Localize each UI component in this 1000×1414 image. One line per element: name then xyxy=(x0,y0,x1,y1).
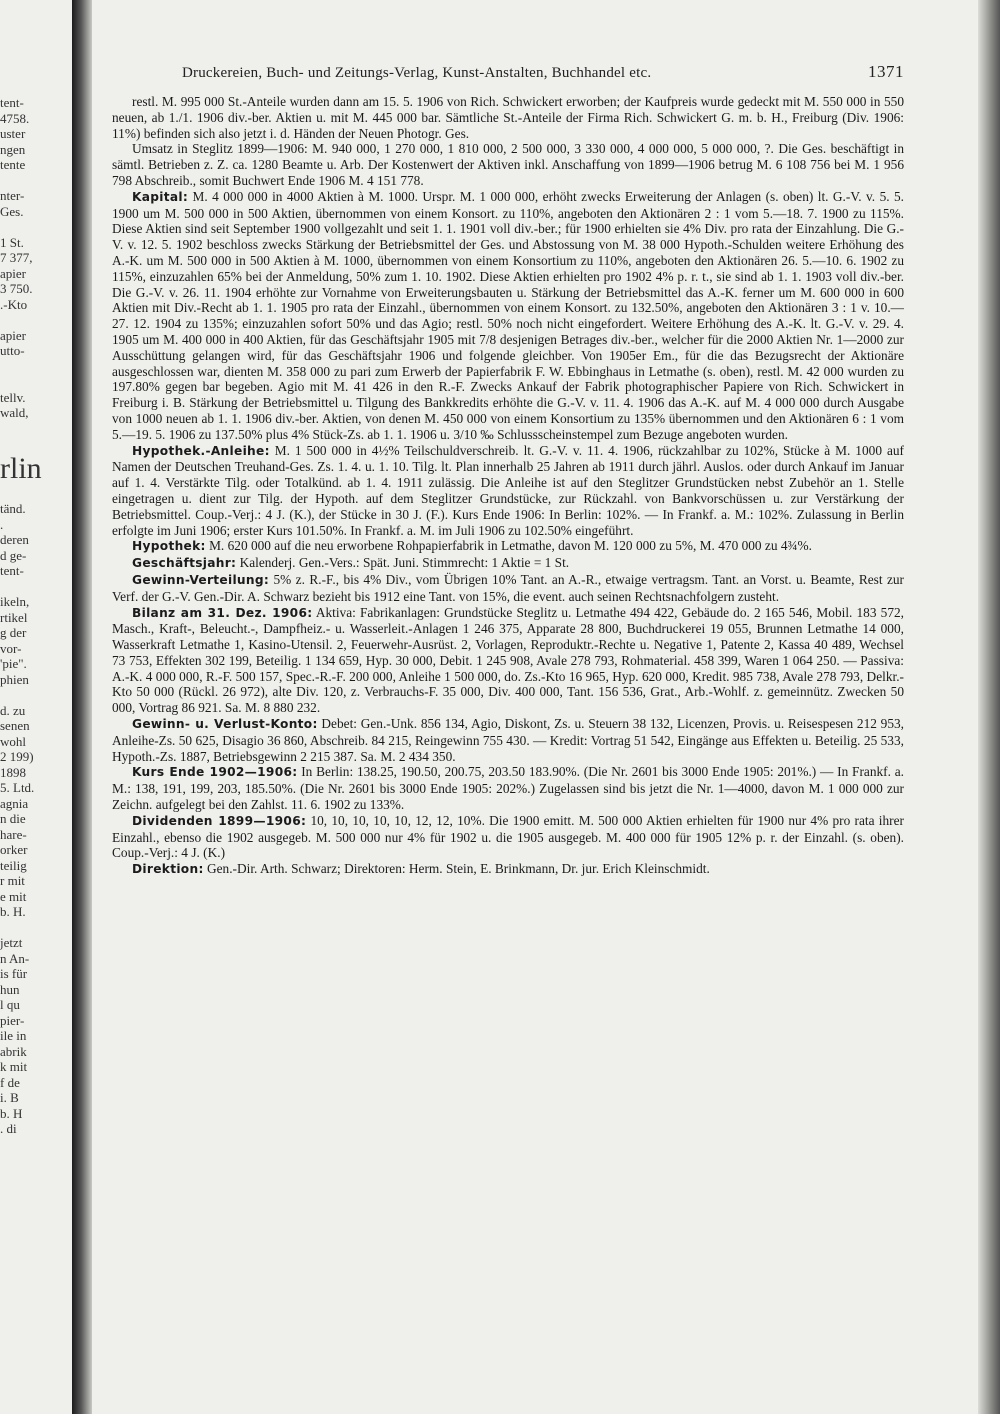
paragraph-text: In Berlin: 138.25, 190.50, 200.75, 203.50 183.90%. (Die Nr. 2601 bis 3000 Ende 1905: 201%.) — In Frankf. a. M.: 138, 191, 199, 203, 185.50%. (Die Nr. 2601 bis 3000 Ende 1905: 202%.) Zugelassen sind bis jetzt die Nr. 1—4000, davon M. 1 000 000 zur Zeichn. aufgelegt bei den Zahlst. 11. 6. 1902 zu 133%. xyxy=(112,764,904,813)
section-label: Kurs Ende 1902—1906: xyxy=(132,765,298,780)
previous-column-line: senen xyxy=(0,718,30,733)
previous-column-line: ngen xyxy=(0,141,26,157)
previous-column-line: apier xyxy=(0,327,26,343)
section-label: Gewinn-Verteilung: xyxy=(132,572,270,587)
previous-column-line: 'pie". xyxy=(0,656,27,671)
paragraph-text: Aktiva: Fabrikanlagen: Grundstücke Steglitz u. Letmathe 494 422, Gebäude do. 2 165 546, Mobil. 183 572, Masch., Kraft-, Beleucht.-, Dampfheiz.- u. Wasserleit.-Anlagen 1 246 375, Apparate 28 800, Buchdruckerei 19 055, Brunnen Letmathe 14 000, Wasserkraft Letmathe 1, Kasino-Utensil. 2, Feuerwehr-Ausrüst. 2, Vorlagen, Reproduktr.-Rechte u. Negative 1, Patente 2, Kassa 40 489, Wechsel 73 753, Effekten 302 199, Beteilig. 1 134 659, Hyp. 30 000, Debit. 1 245 908, Avale 278 793, Rohmaterial. 458 399, Waren 1 064 250. — Passiva: A.-K. 4 000 000, R.-F. 500 157, Spec.-R.-F. 200 000, Anleihe 1 500 000, do. Zs.-Kto 16 965, Hyp. 620 000, Kredit. 985 738, Avale 278 793, Delkr.-Kto 50 000 (Rückl. 26 972), alte Div. 120, z. Verbrauchs-F. 35 000, Div. 400 000, Tant. 156 536, Grat., Arb.-Wohlf. z. gemeinnütz. Zwecken 50 000, Vortrag 86 921. Sa. M. 8 880 232. xyxy=(112,604,904,716)
previous-column-line: r mit xyxy=(0,873,25,888)
paragraph-text: Umsatz in Steglitz 1899—1906: M. 940 000, 1 270 000, 1 810 000, 2 500 000, 3 330 000, 4 000 000, 5 000 000, ?. Die Ges. beschäftigt in sämtl. Betrieben z. Z. ca. 1280 Beamte u. Arb. Der Kostenwert der Aktiven inkl. Anschaffung von 1899—1906 betrug M. 6 108 756 bei M. 1 956 798 Abschreib., somit Buchwert Ende 1906 M. 4 151 778. xyxy=(112,141,904,188)
paragraph xyxy=(112,861,904,878)
section-label: Hypothek: xyxy=(132,539,206,554)
section-label: Kapital: xyxy=(132,189,189,204)
running-header xyxy=(112,62,904,94)
previous-column-line: rlin xyxy=(0,451,42,485)
paragraph xyxy=(112,813,904,861)
paragraph-text: Kalenderj. Gen.-Vers.: Spät. Juni. Stimmrecht: 1 Aktie = 1 St. xyxy=(239,555,570,571)
previous-column-line: uster xyxy=(0,126,26,141)
previous-column-line: . xyxy=(0,516,4,532)
previous-column-line: 7 377, xyxy=(0,250,33,265)
previous-column-line xyxy=(0,486,70,502)
previous-column-line: tente xyxy=(0,157,26,172)
previous-column-line: rtikel xyxy=(0,609,28,625)
previous-column-line: utto- xyxy=(0,343,25,358)
running-title: Druckereien, Buch- und Zeitungs-Verlag, Kunst-Anstalten, Buchhandel etc. xyxy=(182,65,652,81)
previous-column-line: n die xyxy=(0,811,26,826)
previous-column-line: d. zu xyxy=(0,702,26,718)
section-label: Hypothek.-Anleihe: xyxy=(132,443,270,458)
previous-column-line: nter- xyxy=(0,188,25,203)
previous-column-line: ikeln, xyxy=(0,594,30,609)
page-number: 1371 xyxy=(868,62,904,81)
previous-column-line: Ges. xyxy=(0,203,24,219)
paragraph-text: M. 1 500 000 in 4½% Teilschuldverschreib. lt. G.-V. v. 11. 4. 1906, rückzahlbar zu 102%, Stücke à M. 1000 auf Namen der Deutschen Treuhand-Ges. Zs. 1. 4. u. 1. 10. Tilg. lt. Plan innerhalb 25 Jahren ab 1911 durch jährl. Auslos. oder durch Ankauf im Januar auf 1. 4. Verstärkte Tilg. oder Totalkünd. ab 1. 4. 1911 zulässig. Die Anleihe ist auf den Steglitzer Grundstücken nebst Zubehör an 1. Stelle eingetragen u. dient zur Tilg. der Hypoth. auf dem Steglitzer Grundstücke, zur Rückzahl. von Bankvorschüssen u. zur Verstärkung der Betriebsmittel. Coup.-Verj.: 4 J. (K.), der Stücke in 30 J. (F.). Kurs Ende 1906: In Berlin: 102%. — In Frankf. a. M.: 102%. Zulassung in Berlin erfolgte im Juni 1906; erster Kurs 101.50%. In Frankf. a. M. im Juli 1906 zu 102.50% eingeführt. xyxy=(112,442,904,538)
paragraph-text: 10, 10, 10, 10, 10, 12, 12, 10%. Die 1900 emitt. M. 500 000 Aktien erhielten für 1900 nur 4% pro rata ihrer Einzahl., ebenso die 1902 ausgegeb. M. 500 000 nur 4% für 1902 u. die 1905 ausgegeb. M. 400 000 für 1905 12% p. r. der Einzahl. (s. oben). Coup.-Verj.: 4 J. (K.) xyxy=(112,812,904,861)
book-gutter-shadow xyxy=(72,0,92,1414)
paragraph xyxy=(112,538,904,555)
previous-column-line: 3 750. xyxy=(0,281,33,296)
previous-column-line: n An- xyxy=(0,950,30,966)
previous-column-line: 4758. xyxy=(0,110,30,126)
paragraph xyxy=(112,572,904,605)
section-label: Bilanz am 31. Dez. 1906: xyxy=(132,605,313,620)
previous-column-line: l qu xyxy=(0,997,20,1012)
paragraph xyxy=(112,189,904,443)
paragraph xyxy=(112,141,904,188)
previous-column-line xyxy=(0,579,70,595)
previous-column-line: k mit xyxy=(0,1059,28,1074)
previous-column-line: jetzt xyxy=(0,935,23,950)
section-label: Geschäftsjahr: xyxy=(132,556,237,571)
previous-column-line: 2 199) xyxy=(0,749,34,764)
previous-column-line: agnia xyxy=(0,795,29,811)
previous-column-line xyxy=(0,312,70,328)
paragraph-text: restl. M. 995 000 St.-Anteile wurden dann am 15. 5. 1906 von Rich. Schwickert erworben; der Kaufpreis wurde gedeckt mit M. 550 000 in 550 neuen, ab 1./1. 1906 div.-ber. Aktien u. mit M. 445 000 bar. Sämtliche St.-Anteile der Firma Rich. Schwickert G. m. b. H., Freiburg (Div. 1906: 11%) befinden sich also jetzt i. d. Händen der Neuen Photogr. Ges. xyxy=(112,94,904,141)
section-label: Gewinn- u. Verlust-Konto: xyxy=(132,717,318,732)
previous-column-line xyxy=(0,374,70,390)
paragraph xyxy=(112,555,904,572)
previous-column-line: 1 St. xyxy=(0,234,24,250)
previous-column-line: tellv. xyxy=(0,389,26,405)
previous-column-line: 5. Ltd. xyxy=(0,780,35,795)
paragraph-text: M. 4 000 000 in 4000 Aktien à M. 1000. Urspr. M. 1 000 000, erhöht zwecks Erweiterung der Anlagen (s. oben) lt. G.-V. v. 5. 5. 1900 um M. 500 000 in 500 Aktien, übernommen von einem Konsort. zu 110%, angeboten den Aktionären 2 : 1 vom 5.—18. 7. 1900 zu 115%. Diese Aktien sind seit September 1900 vollgezahlt und seit 1. 1. 1901 voll div.-ber.; für 1900 erhielten sie 4% Div. pro rata der Einzahlung. Die G.-V. v. 12. 5. 1902 beschloss zwecks Stärkung der Betriebsmittel der Ges. und Abstossung von M. 38 000 Hypoth.-Schulden weitere Erhöhung des A.-K. um M. 500 000 in 500 Aktien à M. 1000, übernommen von einem Konsortium zu 110%, angeboten den Aktionären 26. 5.—10. 6. 1902 zu 115%, einzuzahlen 65% bei der Anmeldung, 50% zum 1. 10. 1902. Diese Aktien erhielten pro 1902 4% p. r. t., sie sind ab 1. 1. 1903 voll div.-ber. Die G.-V. v. 26. 11. 1904 erhöhte zur Vornahme von Erweiterungsbauten u. Stärkung der Betriebsmittel das A.-K. ferner um M. 600 000 in 600 Aktien mit Div.-Recht ab 1. 1. 1905 pro rata der Einzahl., übernommen von einem Konsort. zu 132.50%, angeboten den Aktionären 3 : 1 v. 10.—27. 12. 1904 zu 135%; einzuzahlen sofort 50% und das Agio; restl. 50% noch nicht eingefordert. Weitere Erhöhung des A.-K. lt. G.-V. v. 29. 4. 1905 um M. 400 000 in 400 Aktien, für das Geschäftsjahr 1905 mit 7/8 desjenigen Betrages div.-ber., welcher für die 2000 Aktien Nr. 1—2000 zur Ausschüttung gelangen wird, für das Geschäftsjahr 1906 und folgende gleichber. Von 1905er Em., für die das Bezugsrecht der Aktionäre ausgeschlossen war, dienten M. 358 000 zu pari zum Erwerb der Papierfabrik F. W. Ebbinghaus in Letmathe (s. oben), restl. M. 42 000 wurden zu 197.80% gegen bar begeben. Agio mit M. 41 426 in den R.-F. Zwecks Ankauf der Fabrik photographischer Papiere von Rich. Schwickert in Freiburg i. B. Stärkung der Betriebsmittel u. Tilgung des Bankkredits erhöhte die G.-V. v. 11. 4. 1906 das A.-K. auf M. 4 000 000 durch Ausgabe von 1000 neuen ab 1. 1. 1906 div.-ber. Aktien, von denen M. 450 000 von einem Konsortium zu 135% übernommen und den Aktionären 6 : 1 vom 5.—19. 5. 1906 zu 137.50% plus 4% Stück-Zs. ab 1. 1. 1906 u. 3/10 ‰ Schlussscheinstempel zum Bezuge angeboten wurden. xyxy=(112,188,904,442)
previous-column-line: . di xyxy=(0,1121,17,1136)
paragraph-text: Debet: Gen.-Unk. 856 134, Agio, Diskont, Zs. u. Steuern 38 132, Licenzen, Provis. u. Reisespesen 212 953, Anleihe-Zs. 50 625, Disagio 36 860, Abschreib. 84 215, Reingewinn 755 430. — Kredit: Vortrag 51 542, Eingänge aus Effekten u. Beteilig. 25 533, Hypoth.-Zs. 1887, Betriebsgewinn 2 215 387. Sa. M. 2 434 350. xyxy=(112,716,904,764)
previous-column-line xyxy=(0,421,70,437)
section-label: Direktion: xyxy=(132,862,204,877)
previous-column-line: apier xyxy=(0,265,26,281)
previous-column-line: phien xyxy=(0,671,29,687)
previous-column-line: teilig xyxy=(0,857,27,873)
previous-column-line xyxy=(0,436,70,452)
paragraph-text: M. 620 000 auf die neu erworbene Rohpapierfabrik in Letmathe, davon M. 120 000 zu 5%, M. 470 000 zu 4¾%. xyxy=(209,538,812,554)
previous-column-line: deren xyxy=(0,532,29,547)
previous-page-column-fragment xyxy=(0,95,70,1395)
section-label: Dividenden 1899—1906: xyxy=(132,813,307,828)
previous-column-line: g der xyxy=(0,625,27,640)
previous-column-line xyxy=(0,173,70,189)
previous-column-line: vor- xyxy=(0,640,22,656)
previous-column-line: f de xyxy=(0,1074,20,1090)
paragraph-text: Gen.-Dir. Arth. Schwarz; Direktoren: Herm. Stein, E. Brinkmann, Dr. jur. Erich Kleinschmidt. xyxy=(206,861,710,877)
previous-column-line: tent- xyxy=(0,563,24,578)
previous-column-line xyxy=(0,920,70,936)
paragraph-text: 5% z. R.-F., bis 4% Div., vom Übrigen 10% Tant. an A.-R., etwaige vertragsm. Tant. an Vorst. u. Beamte, Rest zur Verf. der G.-V. Gen.-Dir. A. Schwarz bezieht bis 1912 eine Tant. von 15%, die event. auch seinen Rechtsnachfolgern zusteht. xyxy=(112,571,904,604)
previous-column-line: e mit xyxy=(0,888,27,904)
previous-column-line xyxy=(0,219,70,235)
paragraph xyxy=(112,443,904,539)
previous-column-line xyxy=(0,359,70,375)
previous-column-line: ile in xyxy=(0,1028,27,1043)
previous-column-line: b. H xyxy=(0,1105,23,1121)
previous-column-line: is für xyxy=(0,966,28,981)
paragraph xyxy=(112,605,904,717)
previous-column-line: hun xyxy=(0,981,20,997)
previous-column-line: tänd. xyxy=(0,501,26,516)
document-page xyxy=(112,62,904,1402)
previous-column-line: wohl xyxy=(0,733,26,749)
paragraph xyxy=(112,764,904,812)
previous-column-line: hare- xyxy=(0,826,27,842)
previous-column-line: wald, xyxy=(0,405,29,420)
body-text xyxy=(112,94,904,878)
paragraph xyxy=(112,94,904,141)
previous-column-line: i. B xyxy=(0,1090,19,1105)
previous-column-line: pier- xyxy=(0,1012,25,1028)
previous-column-line: abrik xyxy=(0,1043,27,1059)
previous-column-line: orker xyxy=(0,842,28,857)
paragraph xyxy=(112,716,904,764)
previous-column-line: b. H. xyxy=(0,904,26,919)
previous-column-line: 1898 xyxy=(0,764,26,780)
previous-column-line: .-Kto xyxy=(0,296,28,312)
previous-column-line: d ge- xyxy=(0,547,27,563)
page-edge-shadow xyxy=(978,0,1000,1414)
previous-column-line xyxy=(0,687,70,703)
previous-column-line: tent- xyxy=(0,95,24,110)
